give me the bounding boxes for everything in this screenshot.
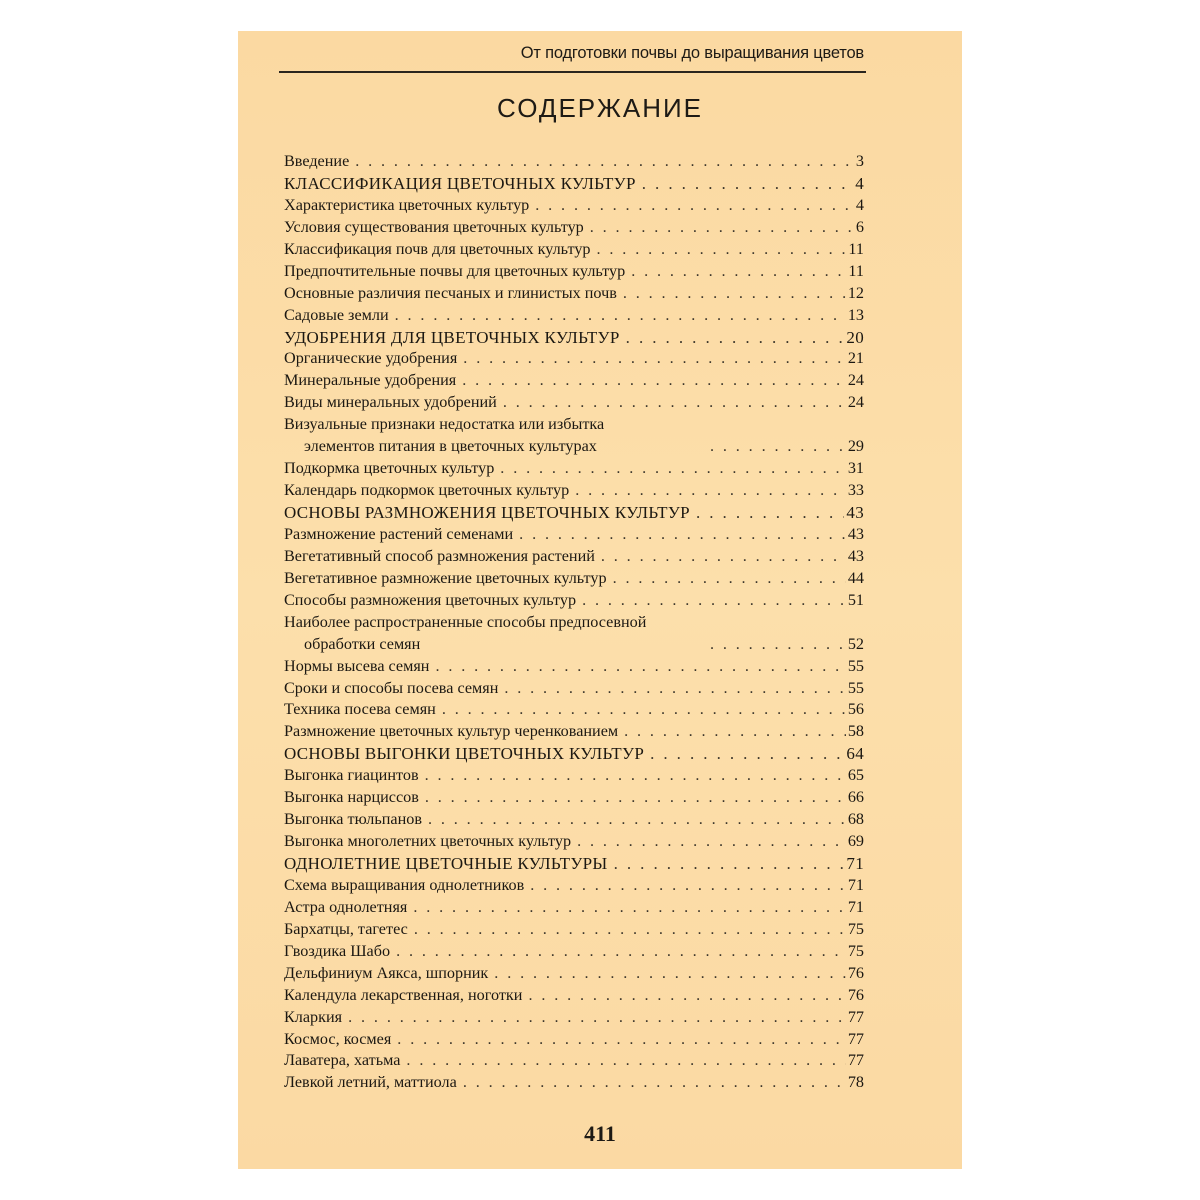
toc-entry-title-line: Органические удобрения [284, 349, 458, 368]
toc-entry-title [284, 173, 636, 195]
toc-section-entry [284, 502, 864, 524]
dot-leader [435, 656, 845, 678]
dot-leader [710, 634, 846, 656]
toc-page-number: 12 [847, 283, 864, 302]
toc-entry [284, 546, 864, 568]
toc-entry [284, 590, 864, 612]
toc-entry-title-line: Сроки и способы посева семян [284, 678, 499, 697]
toc-page-number: 43 [846, 503, 864, 523]
toc-page-number: 3 [855, 152, 864, 170]
toc-entry-title [284, 392, 497, 414]
toc-entry [284, 897, 864, 919]
toc-entry [284, 261, 864, 283]
toc-entry-title [284, 283, 617, 305]
dot-leader [597, 239, 847, 261]
dot-leader [624, 721, 846, 743]
toc-entry [284, 392, 864, 414]
toc-entry-title [284, 261, 625, 283]
toc-entry-title [284, 370, 456, 392]
toc-entry [284, 458, 864, 480]
toc-entry-title [284, 941, 390, 963]
dot-leader [395, 305, 846, 327]
dot-leader [577, 831, 846, 853]
header-rule [279, 71, 866, 73]
toc-entry-title [284, 743, 644, 765]
toc-page-number: 33 [847, 481, 864, 500]
toc-page-number: 75 [847, 941, 864, 960]
toc-entry-title [284, 348, 457, 370]
dot-leader [425, 787, 846, 809]
toc-page-number: 77 [847, 1051, 864, 1070]
toc-entry-title-line: Выгонка тюльпанов [284, 810, 422, 829]
toc-entry-title-line: Выгонка гиацинтов [284, 766, 419, 785]
toc-entry-title-line: Кларкия [284, 1007, 343, 1026]
toc-entry-title-continuation: элементов питания в цветочных культурах [304, 437, 597, 456]
toc-entry-title [284, 875, 524, 897]
toc-entry [284, 656, 864, 678]
toc-section-entry [284, 853, 864, 875]
table-of-contents [284, 151, 864, 1094]
dot-leader [414, 919, 846, 941]
toc-entry-title-line: Календарь подкормок цветочных культур [284, 481, 570, 500]
toc-entry-title-line: Схема выращивания однолетников [284, 875, 525, 894]
toc-entry [284, 1050, 864, 1072]
toc-entry-title-line: ОСНОВЫ РАЗМНОЖЕНИЯ ЦВЕТОЧНЫХ КУЛЬТУР [284, 503, 690, 523]
toc-entry-title-line: Виды минеральных удобрений [284, 393, 497, 412]
toc-entry-title [284, 1050, 400, 1072]
toc-entry [284, 1029, 864, 1051]
toc-page-number: 77 [847, 1029, 864, 1048]
toc-entry-title [284, 765, 419, 787]
dot-leader [696, 502, 844, 524]
toc-page-number: 13 [847, 305, 864, 324]
toc-entry-title-continuation: обработки семян [304, 634, 421, 653]
dot-leader [463, 1072, 846, 1094]
dot-leader [428, 809, 846, 831]
toc-entry-title [284, 919, 408, 941]
toc-entry-title-line: Левкой летний, маттиола [284, 1073, 457, 1092]
toc-entry-title-line: Размножение цветочных культур черенкованием [284, 722, 619, 741]
dot-leader [528, 985, 845, 1007]
toc-entry-title [284, 787, 419, 809]
toc-page-number: 66 [847, 788, 864, 807]
toc-entry-title [284, 568, 607, 590]
toc-entry [284, 370, 864, 392]
toc-entry-title-line: Гвоздика Шабо [284, 941, 391, 960]
toc-entry-title-line: УДОБРЕНИЯ ДЛЯ ЦВЕТОЧНЫХ КУЛЬТУР [284, 327, 620, 347]
dot-leader [348, 1007, 846, 1029]
toc-entry-title [284, 305, 389, 327]
dot-leader [494, 963, 846, 985]
toc-page-number: 56 [847, 700, 864, 719]
toc-entry [284, 1007, 864, 1029]
toc-page-number: 71 [847, 897, 864, 916]
toc-entry-title-line: Подкормка цветочных культур [284, 459, 495, 478]
running-head: От подготовки почвы до выращивания цветов [520, 44, 864, 62]
toc-entry [284, 524, 864, 546]
toc-page-number: 43 [847, 546, 864, 565]
toc-entry-title-line: Характеристика цветочных культур [284, 195, 530, 214]
toc-entry [284, 217, 864, 239]
dot-leader [535, 195, 854, 217]
toc-page-number: 65 [847, 766, 864, 785]
dot-leader [504, 678, 845, 700]
dot-leader [413, 897, 845, 919]
toc-section-entry [284, 743, 864, 765]
toc-entry-title [284, 721, 618, 743]
toc-entry-title-line: Основные различия песчаных и глинистых почв [284, 283, 617, 302]
toc-entry [284, 831, 864, 853]
toc-entry [284, 963, 864, 985]
toc-entry-title [284, 612, 704, 656]
dot-leader [406, 1050, 845, 1072]
toc-entry-title-line: Нормы высева семян [284, 656, 430, 675]
toc-page-number: 29 [847, 437, 864, 456]
dot-leader [530, 875, 846, 897]
toc-entry-title [284, 502, 690, 524]
toc-entry-title [284, 1007, 342, 1029]
toc-entry-title-line: Вегетативный способ размножения растений [284, 546, 595, 565]
dot-leader [396, 941, 846, 963]
toc-page-number: 20 [846, 327, 864, 347]
toc-entry-title [284, 480, 569, 502]
dot-leader [462, 370, 846, 392]
toc-entry [284, 348, 864, 370]
toc-page-number: 68 [847, 810, 864, 829]
toc-page-number: 71 [847, 875, 864, 894]
dot-leader [575, 480, 846, 502]
toc-entry-title-line: Бархатцы, тагетес [284, 919, 408, 938]
toc-page-number: 11 [848, 261, 864, 280]
page-title: СОДЕРЖАНИЕ [496, 93, 703, 123]
toc-entry [284, 151, 864, 173]
toc-page-number: 78 [847, 1073, 864, 1092]
toc-entry-title [284, 590, 576, 612]
toc-page-number: 24 [847, 393, 864, 412]
toc-entry-title-line: Условия существования цветочных культур [284, 217, 584, 236]
dot-leader [355, 151, 854, 173]
toc-page-number: 52 [847, 634, 864, 653]
toc-entry-title-line: Дельфиниум Аякса, шпорник [284, 963, 489, 982]
toc-entry-title [284, 831, 571, 853]
toc-page-number: 31 [847, 459, 864, 478]
toc-entry [284, 809, 864, 831]
toc-entry [284, 568, 864, 590]
toc-entry [284, 721, 864, 743]
toc-entry [284, 941, 864, 963]
toc-entry-title [284, 985, 522, 1007]
toc-entry-title-line: Вегетативное размножение цветочных культур [284, 568, 607, 587]
toc-entry-title-line: Календула лекарственная, ноготки [284, 985, 523, 1004]
toc-entry [284, 612, 864, 656]
toc-entry-title-line: Лаватера, хатьма [284, 1051, 401, 1070]
toc-page-number: 4 [855, 195, 864, 214]
toc-entry [284, 765, 864, 787]
toc-page-number: 44 [847, 568, 864, 587]
dot-leader [425, 765, 846, 787]
toc-page-number: 64 [846, 744, 864, 764]
dot-leader [397, 1029, 846, 1051]
toc-entry-title-line: Астра однолетняя [284, 897, 408, 916]
dot-leader [613, 568, 846, 590]
toc-entry [284, 678, 864, 700]
toc-entry-title [284, 963, 488, 985]
toc-entry-title-line: Предпочтительные почвы для цветочных культур [284, 261, 626, 280]
dot-leader [500, 458, 846, 480]
toc-entry-title-line: Выгонка многолетних цветочных культур [284, 832, 572, 851]
toc-entry [284, 305, 864, 327]
toc-page-number: 75 [847, 919, 864, 938]
toc-entry-title [284, 217, 584, 239]
book-page [238, 31, 962, 1169]
toc-entry-title [284, 524, 513, 546]
toc-entry-title-line: Минеральные удобрения [284, 371, 457, 390]
dot-leader [503, 392, 846, 414]
toc-page-number: 76 [847, 985, 864, 1004]
toc-entry-title-line: Садовые земли [284, 305, 389, 324]
toc-entry-title [284, 327, 620, 349]
toc-entry-title-line: Техника посева семян [284, 700, 436, 719]
toc-entry-title-line: КЛАССИФИКАЦИЯ ЦВЕТОЧНЫХ КУЛЬТУР [284, 173, 636, 193]
toc-entry-title [284, 1072, 457, 1094]
toc-entry [284, 875, 864, 897]
toc-entry-title [284, 1029, 391, 1051]
toc-entry-title-line: Классификация почв для цветочных культур [284, 239, 591, 258]
dot-leader [650, 743, 844, 765]
dot-leader [590, 217, 854, 239]
toc-page-number: 51 [847, 590, 864, 609]
toc-entry-title-line: Космос, космея [284, 1029, 392, 1048]
toc-page-number: 55 [847, 678, 864, 697]
toc-page-number: 69 [847, 832, 864, 851]
toc-page-number: 21 [847, 349, 864, 368]
dot-leader [601, 546, 846, 568]
toc-page-number: 71 [846, 854, 864, 874]
toc-entry-title-line: Наиболее распространенные способы предпосевной [284, 612, 647, 631]
toc-entry [284, 480, 864, 502]
toc-section-entry [284, 173, 864, 195]
toc-entry [284, 919, 864, 941]
toc-entry-title-line: Визуальные признаки недостатка или избытка [284, 415, 605, 434]
toc-entry [284, 1072, 864, 1094]
toc-entry-title [284, 458, 494, 480]
toc-entry-title [284, 699, 436, 721]
toc-entry-title [284, 897, 407, 919]
toc-entry [284, 787, 864, 809]
toc-entry-title-line: Размножение растений семенами [284, 524, 514, 543]
dot-leader [463, 348, 846, 370]
toc-entry-title [284, 414, 704, 458]
toc-entry-title-line: ОДНОЛЕТНИЕ ЦВЕТОЧНЫЕ КУЛЬТУРЫ [284, 854, 608, 874]
toc-page-number: 76 [847, 963, 864, 982]
toc-page-number: 4 [855, 173, 864, 193]
toc-page-number: 6 [855, 217, 864, 236]
toc-entry [284, 699, 864, 721]
dot-leader [582, 590, 846, 612]
toc-page-number: 24 [847, 371, 864, 390]
dot-leader [614, 853, 845, 875]
toc-entry [284, 283, 864, 305]
toc-entry-title-line: ОСНОВЫ ВЫГОНКИ ЦВЕТОЧНЫХ КУЛЬТУР [284, 744, 645, 764]
toc-section-entry [284, 327, 864, 349]
toc-entry-title [284, 853, 608, 875]
toc-entry-title [284, 195, 529, 217]
page-number: 411 [584, 1121, 616, 1146]
dot-leader [710, 436, 846, 458]
dot-leader [442, 699, 846, 721]
toc-page-number: 11 [848, 239, 864, 258]
dot-leader [623, 283, 846, 305]
dot-leader [626, 327, 845, 349]
dot-leader [631, 261, 846, 283]
toc-entry-title [284, 656, 429, 678]
toc-entry-title [284, 546, 595, 568]
toc-entry [284, 239, 864, 261]
toc-page-number: 77 [847, 1007, 864, 1026]
dot-leader [642, 173, 853, 195]
toc-entry [284, 414, 864, 458]
toc-page-number: 55 [847, 656, 864, 675]
toc-entry-title-line: Выгонка нарциссов [284, 788, 419, 807]
toc-entry-title-line: Введение [284, 152, 350, 170]
toc-page-number: 43 [847, 524, 864, 543]
dot-leader [519, 524, 846, 546]
toc-entry-title [284, 239, 591, 261]
toc-entry-title [284, 151, 349, 173]
toc-entry [284, 195, 864, 217]
toc-entry-title-line: Способы размножения цветочных культур [284, 590, 577, 609]
toc-entry [284, 985, 864, 1007]
toc-entry-title [284, 678, 498, 700]
toc-entry-title [284, 809, 422, 831]
toc-page-number: 58 [847, 722, 864, 741]
